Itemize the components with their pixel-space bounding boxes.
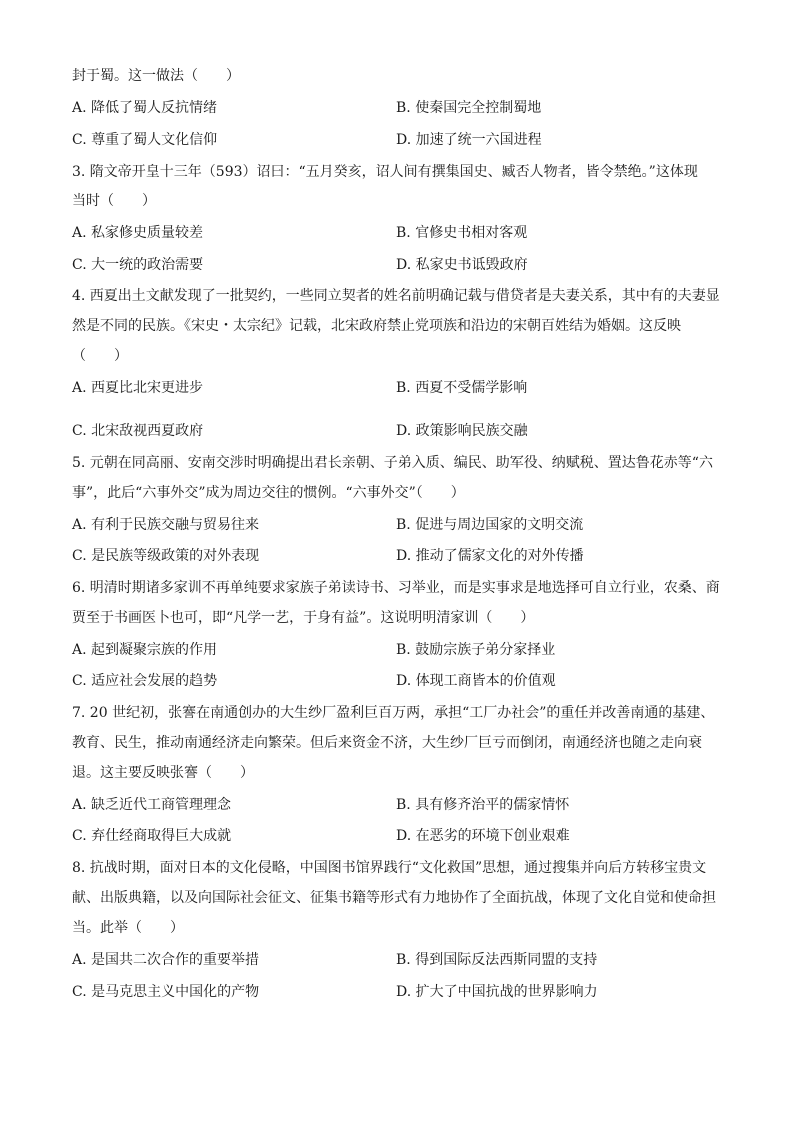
q7-stem-line3: 退。这主要反映张謇（ ） bbox=[72, 765, 254, 781]
q4-option-d: D. 政策影响民族交融 bbox=[396, 423, 528, 439]
q4-stem-line1: 4. 西夏出土文献发现了一批契约，一些同立契者的姓名前明确记载与借贷者是夫妻关系，其中有的夫妻显 bbox=[72, 288, 720, 304]
q4-option-a: A. 西夏比北宋更进步 bbox=[72, 380, 204, 396]
q4-stem-line2: 然是不同的民族。《宋史・太宗纪》记载，北宋政府禁止党项族和沿边的宋朝百姓结为婚姻。这反映 bbox=[72, 318, 681, 334]
q6-option-d: D. 体现工商皆本的价值观 bbox=[396, 673, 556, 689]
q4-option-c: C. 北宋敌视西夏政府 bbox=[72, 423, 204, 439]
q7-option-c: C. 弃仕经商取得巨大成就 bbox=[72, 828, 232, 844]
q4-stem-line3: （ ） bbox=[72, 348, 128, 364]
q2-option-b: B. 使秦国完全控制蜀地 bbox=[396, 100, 542, 116]
q3-option-c: C. 大一统的政治需要 bbox=[72, 257, 204, 273]
q8-option-c: C. 是马克思主义中国化的产物 bbox=[72, 984, 260, 1000]
q6-option-b: B. 鼓励宗族子弟分家择业 bbox=[396, 642, 556, 658]
q8-stem-line2: 献、出版典籍，以及向国际社会征文、征集书籍等形式有力地协作了全面抗战，体现了文化自觉和使命担 bbox=[72, 890, 716, 906]
q3-option-d: D. 私家史书诋毁政府 bbox=[396, 257, 528, 273]
q7-option-b: B. 具有修齐治平的儒家情怀 bbox=[396, 797, 570, 813]
q5-option-c: C. 是民族等级政策的对外表现 bbox=[72, 548, 260, 564]
q8-option-d: D. 扩大了中国抗战的世界影响力 bbox=[396, 984, 598, 1000]
q2-option-a: A. 降低了蜀人反抗情绪 bbox=[72, 100, 218, 116]
q5-option-b: B. 促进与周边国家的文明交流 bbox=[396, 517, 584, 533]
q5-option-a: A. 有利于民族交融与贸易往来 bbox=[72, 517, 260, 533]
q7-option-a: A. 缺乏近代工商管理理念 bbox=[72, 797, 232, 813]
q6-stem-line1: 6. 明清时期诸多家训不再单纯要求家族子弟读诗书、习举业，而是实事求是地选择可自立行业，农桑、商 bbox=[72, 580, 720, 596]
q8-stem-line1: 8. 抗战时期，面对日本的文化侵略，中国图书馆界践行“文化救国”思想，通过搜集并向后方转移宝贵文 bbox=[72, 860, 707, 876]
q3-stem-line2: 当时（ ） bbox=[72, 193, 156, 209]
q5-stem-line1: 5. 元朝在同高丽、安南交涉时明确提出君长亲朝、子弟入质、编民、助军役、纳赋税、置达鲁花赤等“六 bbox=[72, 455, 713, 471]
q7-stem-line2: 教育、民生，推动南通经济走向繁荣。但后来资金不济，大生纱厂巨亏而倒闭，南通经济也随之走向衰 bbox=[72, 735, 702, 751]
q6-option-c: C. 适应社会发展的趋势 bbox=[72, 673, 218, 689]
q6-option-a: A. 起到凝聚宗族的作用 bbox=[72, 642, 218, 658]
q5-stem-line2: 事”，此后“六事外交”成为周边交往的惯例。“六事外交”（ ） bbox=[72, 485, 465, 501]
q2-option-d: D. 加速了统一六国进程 bbox=[396, 132, 542, 148]
q3-option-a: A. 私家修史质量较差 bbox=[72, 225, 204, 241]
q3-option-b: B. 官修史书相对客观 bbox=[396, 225, 528, 241]
q2-option-c: C. 尊重了蜀人文化信仰 bbox=[72, 132, 218, 148]
q7-stem-line1: 7. 20 世纪初，张謇在南通创办的大生纱厂盈利巨百万两，承担“工厂办社会”的重任并改善南通的基建、 bbox=[72, 705, 715, 721]
q2-stem: 封于蜀。这一做法（ ） bbox=[72, 68, 240, 84]
q4-option-b: B. 西夏不受儒学影响 bbox=[396, 380, 528, 396]
q6-stem-line2: 贾至于书画医卜也可，即“凡学一艺，于身有益”。这说明明清家训（ ） bbox=[72, 610, 535, 626]
q5-option-d: D. 推动了儒家文化的对外传播 bbox=[396, 548, 584, 564]
q7-option-d: D. 在恶劣的环境下创业艰难 bbox=[396, 828, 570, 844]
q8-option-b: B. 得到国际反法西斯同盟的支持 bbox=[396, 952, 598, 968]
q8-stem-line3: 当。此举（ ） bbox=[72, 920, 184, 936]
q8-option-a: A. 是国共二次合作的重要举措 bbox=[72, 952, 260, 968]
q3-stem-line1: 3. 隋文帝开皇十三年（593）诏曰：“五月癸亥，诏人间有撰集国史、臧否人物者，皆令禁绝。”这体现 bbox=[72, 164, 698, 180]
